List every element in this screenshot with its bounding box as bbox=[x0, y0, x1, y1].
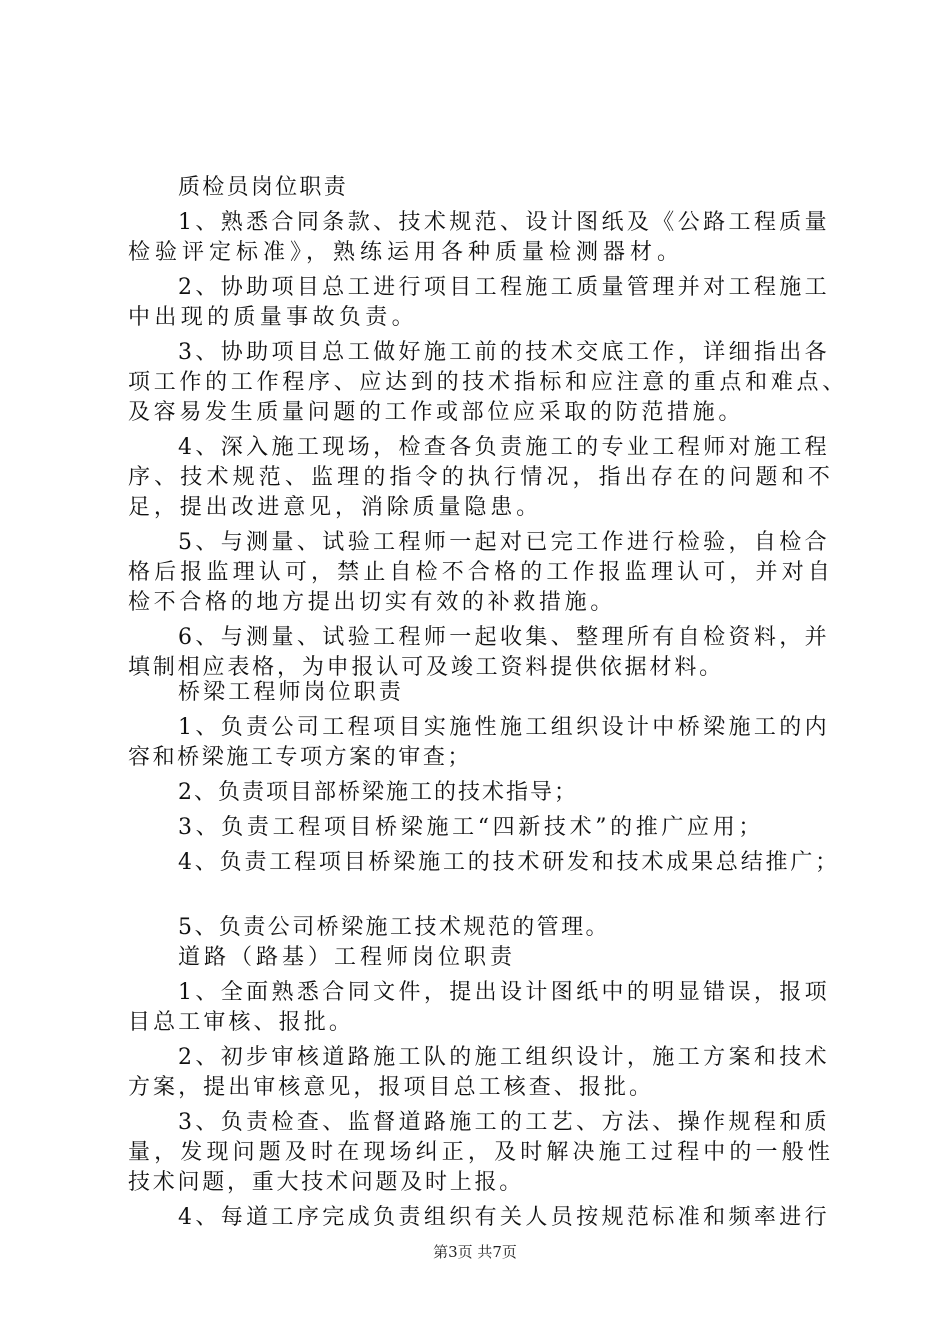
paragraph-line: 容和桥梁施工专项方案的审查； bbox=[128, 745, 472, 770]
paragraph-line: 1、熟悉合同条款、技术规范、设计图纸及《公路工程质量 bbox=[178, 210, 830, 235]
paragraph-line: 中出现的质量事故负责。 bbox=[128, 305, 418, 330]
paragraph-line: 5、负责公司桥梁施工技术规范的管理。 bbox=[178, 915, 610, 940]
paragraph-line: 5、与测量、试验工程师一起对已完工作进行检验，自检合 bbox=[178, 530, 830, 555]
paragraph-line: 3、协助项目总工做好施工前的技术交底工作，详细指出各 bbox=[178, 340, 830, 365]
paragraph-line: 足，提出改进意见，消除质量隐患。 bbox=[128, 495, 542, 520]
paragraph-line: 6、与测量、试验工程师一起收集、整理所有自检资料，并 bbox=[178, 625, 830, 650]
paragraph-line: 填制相应表格，为申报认可及竣工资料提供依据材料。 bbox=[128, 655, 724, 680]
section-heading-bridge-engineer: 桥梁工程师岗位职责 bbox=[178, 680, 404, 705]
paragraph-line: 2、初步审核道路施工队的施工组织设计，施工方案和技术 bbox=[178, 1045, 830, 1070]
section-heading-quality-inspector: 质检员岗位职责 bbox=[178, 175, 348, 200]
paragraph-line: 序、技术规范、监理的指令的执行情况，指出存在的问题和不 bbox=[128, 465, 834, 490]
paragraph-line: 项工作的工作程序、应达到的技术指标和应注意的重点和难点、 bbox=[128, 370, 848, 395]
page-number-footer: 第3页 共7页 bbox=[433, 1243, 517, 1261]
paragraph-line: 4、每道工序完成负责组织有关人员按规范标准和频率进行 bbox=[178, 1205, 830, 1230]
paragraph-line: 格后报监理认可，禁止自检不合格的工作报监理认可，并对自 bbox=[128, 560, 834, 585]
paragraph-line: 检验评定标准》，熟练运用各种质量检测器材。 bbox=[128, 240, 684, 265]
paragraph-line: 1、负责公司工程项目实施性施工组织设计中桥梁施工的内 bbox=[178, 715, 830, 740]
paragraph-line: 1、全面熟悉合同文件，提出设计图纸中的明显错误，报项 bbox=[178, 980, 830, 1005]
paragraph-line: 4、深入施工现场，检查各负责施工的专业工程师对施工程 bbox=[178, 435, 830, 460]
paragraph-line: 2、协助项目总工进行项目工程施工质量管理并对工程施工 bbox=[178, 275, 830, 300]
paragraph-line: 4、负责工程项目桥梁施工的技术研发和技术成果总结推广； bbox=[178, 850, 840, 875]
section-heading-road-engineer: 道路（路基）工程师岗位职责 bbox=[178, 945, 516, 970]
paragraph-line: 3、负责检查、监督道路施工的工艺、方法、操作规程和质 bbox=[178, 1110, 830, 1135]
paragraph-line: 检不合格的地方提出切实有效的补救措施。 bbox=[128, 590, 616, 615]
paragraph-line: 3、负责工程项目桥梁施工“四新技术”的推广应用； bbox=[178, 815, 764, 840]
paragraph-line: 2、负责项目部桥梁施工的技术指导； bbox=[178, 780, 578, 805]
paragraph-line: 量，发现问题及时在现场纠正，及时解决施工过程中的一般性 bbox=[128, 1140, 834, 1165]
paragraph-line: 方案，提出审核意见，报项目总工核查、报批。 bbox=[128, 1075, 654, 1100]
paragraph-line: 及容易发生质量问题的工作或部位应采取的防范措施。 bbox=[128, 400, 744, 425]
paragraph-line: 目总工审核、报批。 bbox=[128, 1010, 354, 1035]
paragraph-line: 技术问题，重大技术问题及时上报。 bbox=[128, 1170, 524, 1195]
